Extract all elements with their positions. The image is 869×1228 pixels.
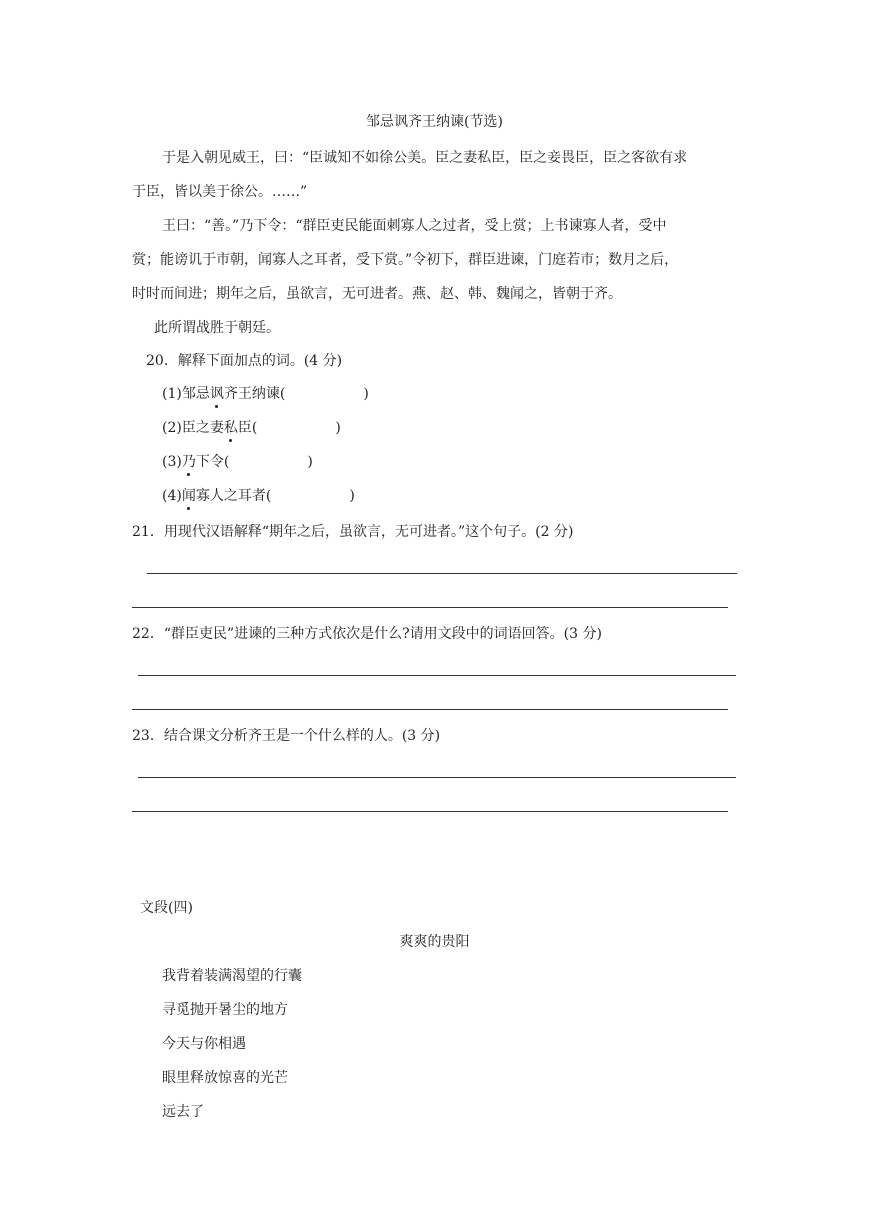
close-paren: ) bbox=[349, 488, 355, 504]
passage-para2-line1: 王曰：“善。”乃下令：“群臣吏民能面刺寡人之过者，受上赏；上书谏寡人者，受中 bbox=[162, 218, 667, 234]
section-4-label: 文段(四) bbox=[140, 900, 193, 916]
item-prefix: (1)邹忌 bbox=[162, 386, 210, 402]
dotted-word: 讽 bbox=[209, 386, 224, 402]
question-23-prompt: 23．结合课文分析齐王是一个什么样的人。(3 分) bbox=[132, 728, 441, 744]
passage-para2-line2: 赏；能谤讥于市朝，闻寡人之耳者，受下赏。”令初下，群臣进谏，门庭若市；数月之后， bbox=[132, 252, 679, 268]
question-21-prompt: 21．用现代汉语解释“期年之后，虽欲言，无可进者。”这个句子。(2 分) bbox=[132, 524, 574, 540]
poem-title: 爽爽的贵阳 bbox=[399, 934, 470, 950]
passage-para1-line2: 于臣，皆以美于徐公。……” bbox=[132, 184, 308, 200]
close-paren: ) bbox=[307, 454, 313, 470]
close-paren: ) bbox=[335, 420, 341, 436]
question-20-item-3 bbox=[162, 452, 313, 472]
item-suffix: 寡人之耳者( bbox=[195, 488, 272, 504]
question-20-item-4 bbox=[162, 486, 355, 506]
close-paren: ) bbox=[363, 386, 369, 402]
question-20-prompt: 20．解释下面加点的词。(4 分) bbox=[146, 353, 343, 369]
answer-line-23-1[interactable] bbox=[138, 777, 736, 778]
question-20-item-2 bbox=[162, 418, 341, 438]
answer-line-22-2[interactable] bbox=[132, 709, 728, 710]
poem-line-4: 眼里释放惊喜的光芒 bbox=[162, 1070, 288, 1086]
dotted-word: 乃 bbox=[181, 454, 196, 470]
poem-line-2: 寻觅抛开暑尘的地方 bbox=[162, 1002, 288, 1018]
poem-line-5: 远去了 bbox=[162, 1104, 204, 1120]
dotted-word: 闻 bbox=[181, 488, 196, 504]
item-suffix: 下令( bbox=[195, 454, 230, 470]
answer-line-23-2[interactable] bbox=[132, 811, 728, 812]
item-prefix: (4) bbox=[162, 488, 182, 504]
dotted-word: 私 bbox=[223, 420, 238, 436]
poem-line-3: 今天与你相遇 bbox=[162, 1036, 246, 1052]
answer-line-21-1[interactable] bbox=[147, 573, 737, 574]
answer-line-22-1[interactable] bbox=[138, 675, 736, 676]
passage-title: 邹忌讽齐王纳谏(节选) bbox=[366, 114, 503, 130]
item-suffix: 臣( bbox=[237, 420, 258, 436]
question-22-prompt: 22．“群臣吏民”进谏的三种方式依次是什么?请用文段中的词语回答。(3 分) bbox=[132, 626, 602, 642]
question-20-item-1 bbox=[162, 384, 369, 404]
item-suffix: 齐王纳谏( bbox=[223, 386, 286, 402]
passage-para2-line3: 时时而间进；期年之后，虽欲言，无可进者。燕、赵、韩、魏闻之，皆朝于齐。 bbox=[132, 286, 622, 302]
item-prefix: (2)臣之妻 bbox=[162, 420, 224, 436]
item-prefix: (3) bbox=[162, 454, 182, 470]
passage-para1-line1: 于是入朝见威王，曰：“臣诚知不如徐公美。臣之妻私臣，臣之妾畏臣，臣之客欲有求 bbox=[162, 150, 688, 166]
answer-line-21-2[interactable] bbox=[132, 607, 728, 608]
passage-para3: 此所谓战胜于朝廷。 bbox=[154, 320, 280, 336]
poem-line-1: 我背着装满渴望的行囊 bbox=[162, 968, 302, 984]
